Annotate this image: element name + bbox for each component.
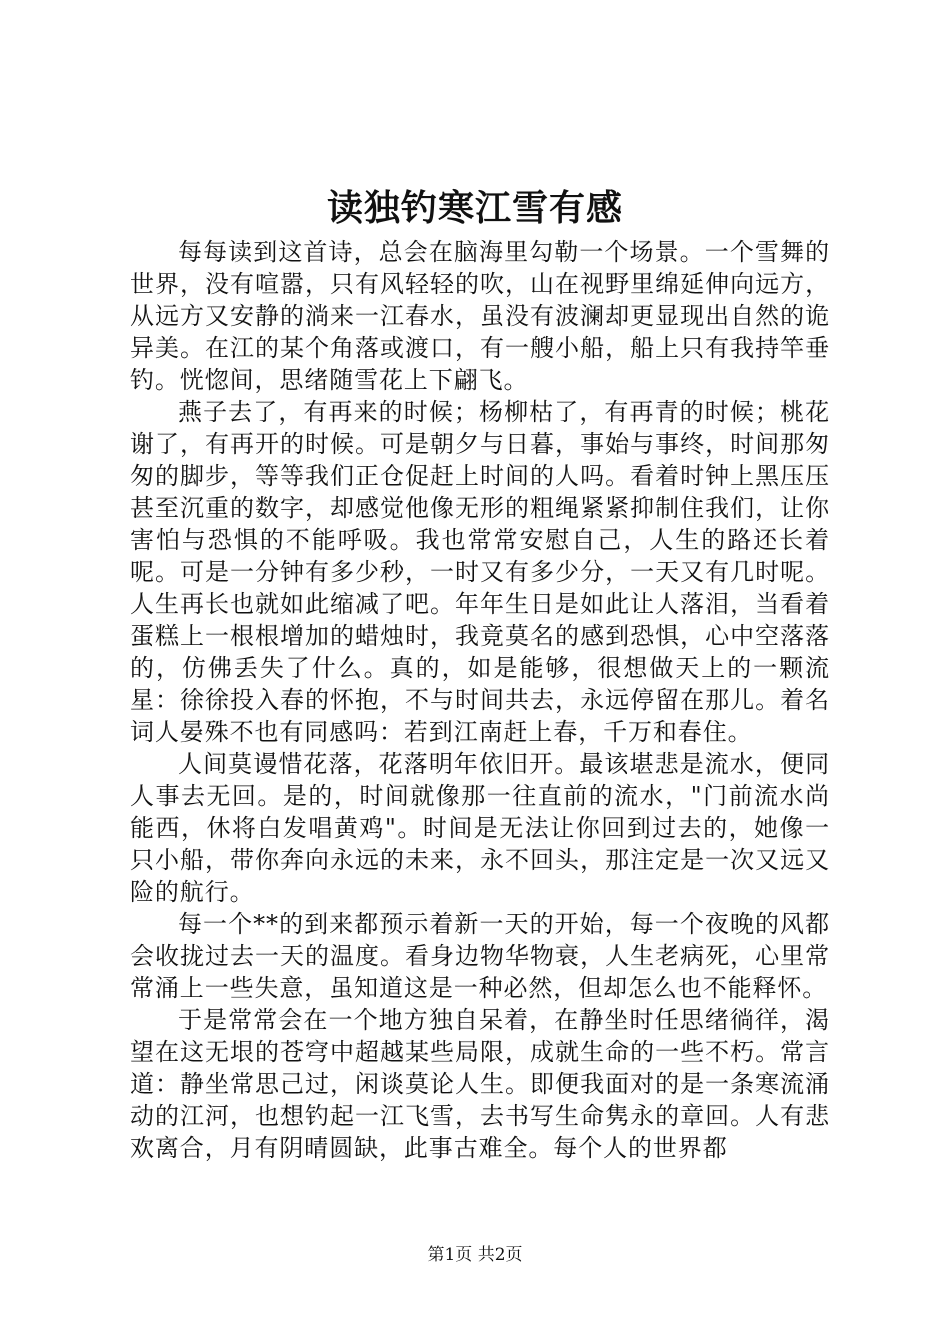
document-title: 读独钓寒江雪有感 (326, 187, 623, 229)
document-body (130, 236, 830, 1164)
paragraph-5: 于是常常会在一个地方独自呆着，在静坐时任思绪徜徉，渴望在这无垠的苍穹中超越某些局限，成就生命的一些不朽。常言道：静坐常思己过，闲谈莫论人生。即便我面对的是一条寒流涌动的江河，也想钓起一江飞雪，去书写生命隽永的章回。人有悲欢离合，月有阴晴圆缺，此事古难全。每个人的世界都 (130, 1006, 830, 1162)
paragraph-1: 每每读到这首诗，总会在脑海里勾勒一个场景。一个雪舞的世界，没有喧嚣，只有风轻轻的吹，山在视野里绵延伸向远方，从远方又安静的淌来一江春水，虽没有波澜却更显现出自然的诡异美。在江的某个角落或渡口，有一艘小船，船上只有我持竿垂钓。恍惚间，思绪随雪花上下翩飞。 (130, 238, 830, 394)
paragraph-3: 人间莫谩惜花落，花落明年依旧开。最该堪悲是流水，便同人事去无回。是的，时间就像那一往直前的流水，"门前流水尚能西，休将白发唱黄鸡"。时间是无法让你回到过去的，她像一只小船，带你奔向永远的未来，永不回头，那注定是一次又远又险的航行。 (130, 750, 830, 906)
paragraph-4: 每一个**的到来都预示着新一天的开始，每一个夜晚的风都会收拢过去一天的温度。看身边物华物衰，人生老病死，心里常常涌上一些失意，虽知道这是一种必然，但却怎么也不能释怀。 (130, 910, 830, 1002)
paragraph-2: 燕子去了，有再来的时候；杨柳枯了，有再青的时候；桃花谢了，有再开的时候。可是朝夕与日暮，事始与事终，时间那匆匆的脚步，等等我们正仓促赶上时间的人吗。看着时钟上黑压压甚至沉重的数字，却感觉他像无形的粗绳紧紧抑制住我们，让你害怕与恐惧的不能呼吸。我也常常安慰自己，人生的路还长着呢。可是一分钟有多少秒，一时又有多少分，一天又有几时呢。人生再长也就如此缩减了吧。年年生日是如此让人落泪，当看着蛋糕上一根根增加的蜡烛时，我竟莫名的感到恐惧，心中空落落的，仿佛丢失了什么。真的，如是能够，很想做天上的一颗流星：徐徐投入春的怀抱，不与时间共去，永远停留在那儿。着名词人晏殊不也有同感吗：若到江南赶上春，千万和春住。 (130, 398, 830, 746)
page-footer: 第1页 共2页 (427, 1245, 523, 1265)
